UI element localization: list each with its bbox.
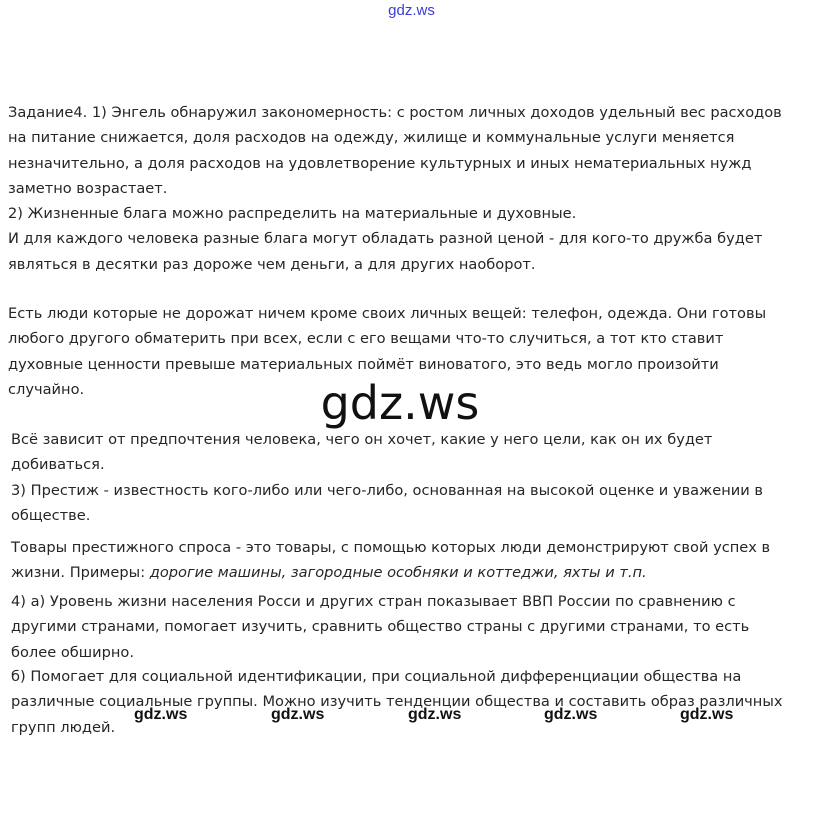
watermark-bottom: gdz.ws <box>544 706 598 723</box>
text-line: добиваться. <box>11 456 105 474</box>
task-section-6 <box>11 664 801 740</box>
text-line: незначительно, а доля расходов на удовлетворение культурных и иных нематериальных нужд <box>8 154 752 172</box>
text-line: Есть люди которые не дорожат ничем кроме своих личных вещей: телефон, одежда. Они готовы <box>8 305 767 322</box>
watermark-bottom: gdz.ws <box>134 706 188 723</box>
text-line: являться в десятки раз дороже чем деньги, а для других наоборот. <box>8 255 536 273</box>
watermark-bottom: gdz.ws <box>271 706 325 723</box>
examples-italic: дорогие машины, загородные особняки и коттеджи, яхты и т.п. <box>149 564 647 582</box>
text-line: обществе. <box>11 506 91 524</box>
task-section-3 <box>11 427 801 528</box>
text-line: Задание4. 1) Энгель обнаружил закономерность: с ростом личных доходов удельный вес расходов <box>8 104 782 121</box>
text-line: 3) Престиж - известность кого-либо или чего-либо, основанная на высокой оценке и уважении в <box>11 481 763 499</box>
text-line: на питание снижается, доля расходов на одежду, жилище и коммунальные услуги меняется <box>8 129 735 147</box>
task-section-5 <box>11 589 801 665</box>
text-line: 2) Жизненные блага можно распределить на материальные и духовные. <box>8 205 577 223</box>
text-line: духовные ценности превыше материальных поймёт виноватого, это ведь могло произойти <box>8 355 719 373</box>
text-line: б) Помогает для социальной идентификации, при социальной дифференциации общества на <box>11 668 742 685</box>
text-line: 4) а) Уровень жизни населения Росси и других стран показывает ВВП России по сравнению с <box>11 593 736 610</box>
watermark-bottom: gdz.ws <box>680 706 734 723</box>
text-line-examples <box>11 560 801 585</box>
watermark-top: gdz.ws <box>388 2 435 19</box>
text-line: более обширно. <box>11 643 134 661</box>
text-line: различные социальные группы. Можно изучить тенденции общества и составить образ различных <box>11 693 783 711</box>
text-line: групп людей. <box>11 718 116 736</box>
watermark-center: gdz.ws <box>320 376 480 430</box>
text-line: Всё зависит от предпочтения человека, чего он хочет, какие у него цели, как он их будет <box>11 431 713 448</box>
text-line: другими странами, помогает изучить, сравнить общество страны с другими странами, то есть <box>11 618 750 636</box>
text-line: случайно. <box>8 380 85 398</box>
task-section-4 <box>11 535 801 586</box>
watermark-bottom: gdz.ws <box>408 706 462 723</box>
text-line: И для каждого человека разные блага могут обладать разной ценой - для кого-то дружба будет <box>8 230 763 248</box>
text-line: Товары престижного спроса - это товары, с помощью которых люди демонстрируют свой успех в <box>11 539 771 556</box>
text-line: заметно возрастает. <box>8 179 168 197</box>
examples-label: жизни. Примеры: <box>11 564 150 582</box>
task-section-1 <box>8 100 798 277</box>
text-line: любого другого обматерить при всех, если с его вещами что-то случиться, а тот кто ставит <box>8 330 724 348</box>
watermark-row <box>134 706 734 726</box>
